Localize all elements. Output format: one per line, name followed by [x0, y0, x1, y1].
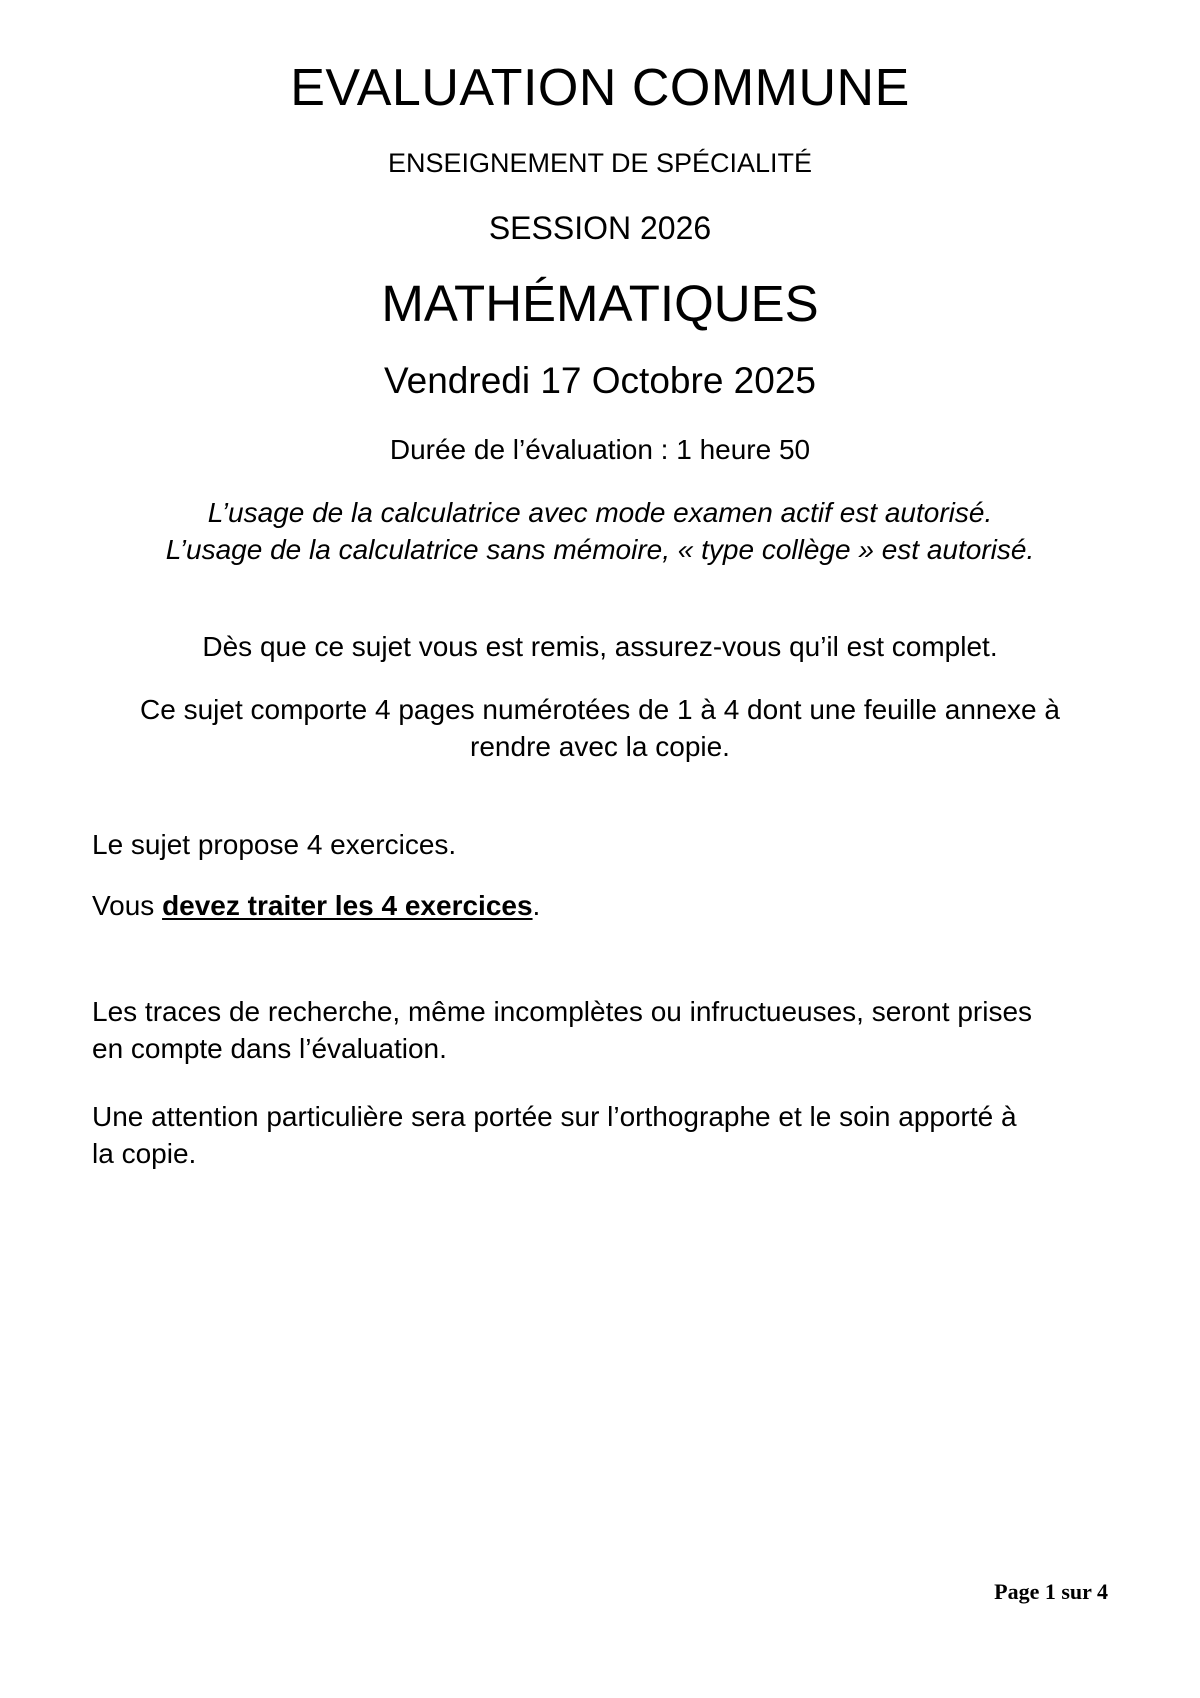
spelling-line-1: Une attention particulière sera portée sur l’orthographe et le soin apporté à [92, 1101, 1017, 1132]
exam-title: EVALUATION COMMUNE [290, 59, 910, 117]
must-treat-notice [92, 888, 1132, 924]
calculator-rules [0, 494, 1200, 568]
calculator-rule-1: L’usage de la calculatrice avec mode examen actif est autorisé. [207, 497, 993, 528]
pages-info [60, 691, 1140, 765]
exercises-count: Le sujet propose 4 exercices. [92, 829, 457, 860]
exam-date: Vendredi 17 Octobre 2025 [384, 360, 816, 401]
research-traces-notice [92, 993, 1132, 1067]
calculator-rule-2: L’usage de la calculatrice sans mémoire, « type collège » est autorisé. [165, 534, 1035, 565]
must-treat-suffix: . [532, 890, 541, 921]
research-traces-line-2: en compte dans l’évaluation. [92, 1033, 447, 1064]
exam-subtitle: ENSEIGNEMENT DE SPÉCIALITÉ [387, 148, 813, 178]
exam-duration: Durée de l’évaluation : 1 heure 50 [389, 434, 811, 465]
page-number: Page 1 sur 4 [994, 1579, 1108, 1604]
pages-info-line-2: rendre avec la copie. [470, 731, 730, 762]
pages-info-line-1: Ce sujet comporte 4 pages numérotées de 1 à 4 dont une feuille annexe à [140, 694, 1060, 725]
subject-title: MATHÉMATIQUES [381, 275, 819, 332]
must-treat-emphasis: devez traiter les 4 exercices [162, 890, 533, 921]
research-traces-line-1: Les traces de recherche, même incomplètes ou infructueuses, seront prises [92, 996, 1033, 1027]
must-treat-prefix: Vous [92, 890, 163, 921]
session-label: SESSION 2026 [488, 210, 712, 246]
spelling-line-2: la copie. [92, 1138, 197, 1169]
spelling-notice [92, 1098, 1132, 1172]
completeness-notice: Dès que ce sujet vous est remis, assurez-vous qu’il est complet. [202, 631, 998, 662]
